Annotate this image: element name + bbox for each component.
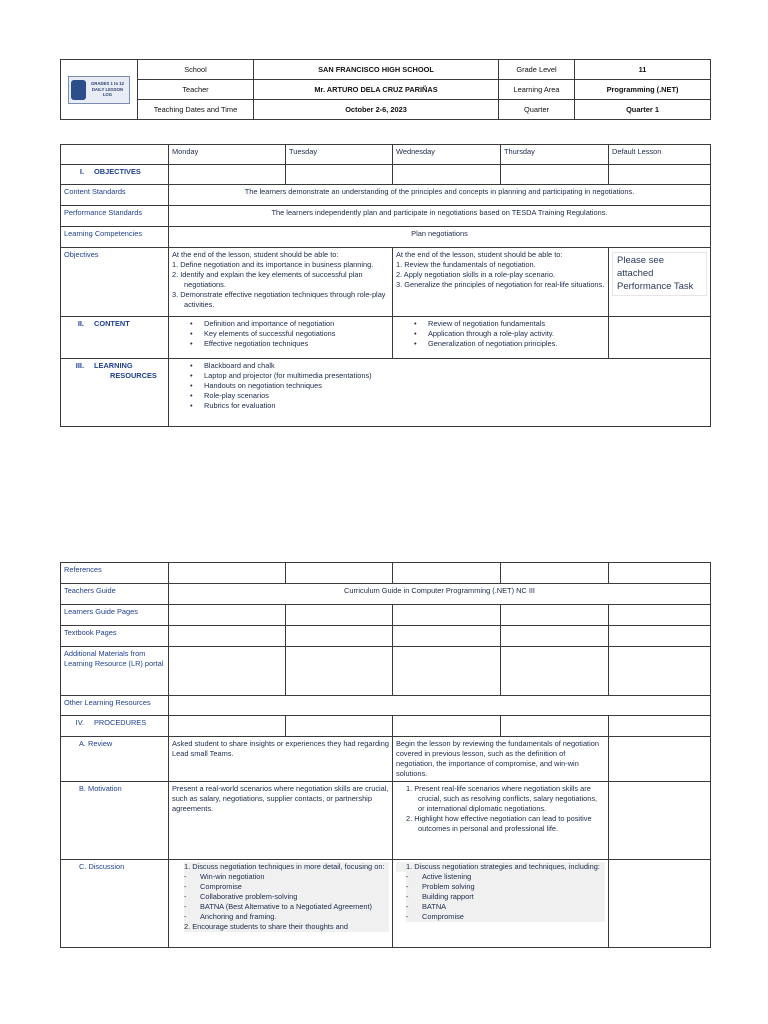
review-wednesday: Begin the lesson by reviewing the fundamentals of negotiation covered in previous lesson, such as the definition of negotiation, the importance of compromise, and win-win solutions.	[393, 737, 609, 782]
motivation-item: 1. Present real-life scenarios where negotiation skills are crucial, such as resolving conflicts, salary negotiations, or international diplomatic negotiations.	[406, 783, 598, 813]
resources-title-1: LEARNING	[94, 361, 133, 370]
competencies-text: Plan negotiations	[169, 227, 711, 248]
procedures-heading	[61, 716, 169, 737]
content-item: • Key elements of successful negotiations	[190, 329, 389, 339]
textbook-label: Textbook Pages	[61, 626, 169, 647]
logo-emblem-icon	[71, 80, 86, 100]
content-standards-label: Content Standards	[61, 185, 169, 206]
objective-item: 1. Define negotiation and its importance in business planning.	[172, 259, 374, 269]
header-table	[60, 59, 711, 120]
day-default: Default Lesson	[609, 145, 711, 165]
objectives-monday	[169, 248, 393, 317]
area-value: Programming (.NET)	[575, 80, 711, 100]
discussion-mon-item2: 2. Encourage students to share their thoughts and	[184, 922, 389, 932]
discussion-mon-item1: 1. Discuss negotiation techniques in more detail, focusing on:	[184, 862, 389, 872]
review-monday: Asked student to share insights or experiences they had regarding Lead small Teams.	[169, 737, 393, 782]
quarter-label: Quarter	[499, 100, 575, 120]
content-item: • Review of negotiation fundamentals	[414, 319, 605, 329]
motivation-item: 2. Highlight how effective negotiation can lead to positive outcomes in personal and professional life.	[406, 813, 592, 833]
discussion-wed-sub: - Compromise	[406, 912, 605, 922]
dates-label: Teaching Dates and Time	[138, 100, 254, 120]
discussion-mon-sub: - Anchoring and framing.	[184, 912, 389, 922]
references-label: References	[61, 563, 169, 584]
teachers-guide-text: Curriculum Guide in Computer Programming (.NET) NC III	[169, 584, 711, 605]
grade-label: Grade Level	[499, 60, 575, 80]
objectives-intro-mon: At the end of the lesson, student should be able to:	[172, 250, 339, 259]
content-item: • Generalization of negotiation principles.	[414, 339, 605, 349]
resource-item: • Laptop and projector (for multimedia presentations)	[190, 371, 707, 381]
content-item: • Definition and importance of negotiation	[190, 319, 389, 329]
discussion-mon-sub: - BATNA (Best Alternative to a Negotiated Agreement)	[184, 902, 389, 912]
logo-cell	[61, 60, 138, 120]
dates-value: October 2-6, 2023	[254, 100, 499, 120]
resources-list	[169, 359, 711, 427]
content-standards-text: The learners demonstrate an understanding of the principles and concepts in planning and participating in negotiations.	[169, 185, 711, 206]
logo-line1: GRADES 1 to 12	[90, 81, 125, 87]
discussion-wed-sub: - Active listening	[406, 872, 605, 882]
resources-heading	[61, 359, 169, 427]
discussion-label: C. Discussion	[61, 859, 169, 947]
deped-logo	[68, 76, 130, 104]
procedures-title: PROCEDURES	[94, 718, 147, 727]
learners-guide-label: Learners Guide Pages	[61, 605, 169, 626]
objective-item: 3. Generalize the principles of negotiation for real-life situations.	[396, 279, 605, 289]
objective-item: 1. Review the fundamentals of negotiation.	[396, 259, 536, 269]
objective-item: 3. Demonstrate effective negotiation techniques through role-play activities.	[172, 289, 386, 309]
objectives-num: I.	[79, 167, 84, 176]
performance-task-note: Please see attached Performance Task	[612, 252, 707, 296]
teacher-value: Mr. ARTURO DELA CRUZ PARIÑAS	[254, 80, 499, 100]
discussion-wed-sub: - Building rapport	[406, 892, 605, 902]
day-monday: Monday	[169, 145, 286, 165]
resource-item: • Blackboard and chalk	[190, 361, 707, 371]
content-heading	[61, 317, 169, 359]
objectives-heading	[61, 165, 169, 185]
day-thursday: Thursday	[501, 145, 609, 165]
discussion-wednesday	[393, 859, 609, 947]
objectives-label: Objectives	[61, 248, 169, 317]
objectives-wednesday	[393, 248, 609, 317]
discussion-monday	[169, 859, 393, 947]
objectives-table	[60, 144, 711, 427]
objectives-title: OBJECTIVES	[94, 167, 141, 176]
content-title: CONTENT	[94, 319, 130, 328]
resource-item: • Handouts on negotiation techniques	[190, 381, 707, 391]
area-label: Learning Area	[499, 80, 575, 100]
performance-standards-text: The learners independently plan and participate in negotiations based on TESDA Training Regulations.	[169, 206, 711, 227]
competencies-label: Learning Competencies	[61, 227, 169, 248]
school-label: School	[138, 60, 254, 80]
quarter-value: Quarter 1	[575, 100, 711, 120]
motivation-label: B. Motivation	[61, 781, 169, 859]
teachers-guide-label: Teachers Guide	[61, 584, 169, 605]
discussion-wed-item1: 1. Discuss negotiation strategies and techniques, including:	[396, 862, 605, 872]
day-tuesday: Tuesday	[286, 145, 393, 165]
grade-value: 11	[575, 60, 711, 80]
content-monday	[169, 317, 393, 359]
resource-item: • Role-play scenarios	[190, 391, 707, 401]
motivation-wednesday	[393, 781, 609, 859]
procedures-table	[60, 562, 711, 948]
content-item: • Effective negotiation techniques	[190, 339, 389, 349]
day-wednesday: Wednesday	[393, 145, 501, 165]
content-item: • Application through a role-play activity.	[414, 329, 605, 339]
other-resources-label: Other Learning Resources	[61, 696, 169, 716]
content-num: II.	[77, 319, 84, 328]
corner-cell	[61, 145, 169, 165]
discussion-mon-sub: - Compromise	[184, 882, 389, 892]
objectives-intro-wed: At the end of the lesson, student should be able to:	[396, 250, 563, 259]
content-wednesday	[393, 317, 609, 359]
procedures-num: IV.	[75, 718, 84, 727]
resources-title-2: RESOURCES	[110, 370, 157, 380]
discussion-mon-sub: - Collaborative problem-solving	[184, 892, 389, 902]
objective-item: 2. Identify and explain the key elements of successful plan negotiations.	[172, 269, 363, 289]
discussion-wed-sub: - BATNA	[406, 902, 605, 912]
discussion-wed-sub: - Problem solving	[406, 882, 605, 892]
review-label: A. Review	[61, 737, 169, 782]
motivation-monday: Present a real-world scenarios where negotiation skills are crucial, such as salary, negotiations, supplier contacts, or partnership agreements.	[169, 781, 393, 859]
resources-num: III.	[75, 361, 84, 370]
performance-standards-label: Performance Standards	[61, 206, 169, 227]
resource-item: • Rubrics for evaluation	[190, 401, 707, 411]
logo-line2: DAILY LESSON LOG	[91, 86, 124, 98]
additional-materials-label: Additional Materials from Learning Resource (LR) portal	[61, 647, 169, 696]
school-value: SAN FRANCISCO HIGH SCHOOL	[254, 60, 499, 80]
objective-item: 2. Apply negotiation skills in a role-play scenario.	[396, 269, 555, 279]
teacher-label: Teacher	[138, 80, 254, 100]
discussion-mon-sub: - Win-win negotiation	[184, 872, 389, 882]
objectives-default	[609, 248, 711, 317]
